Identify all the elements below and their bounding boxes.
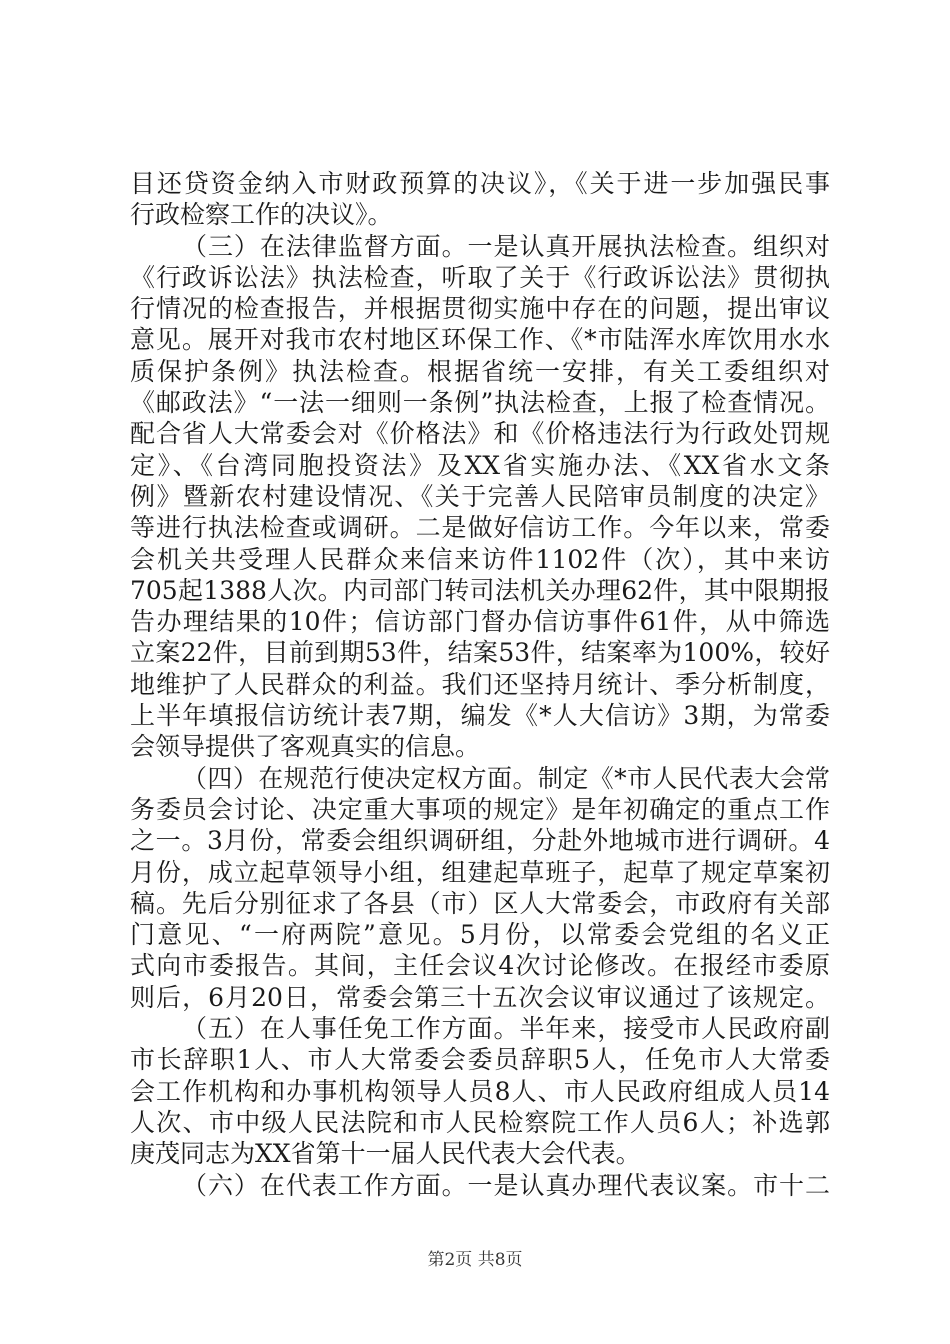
text-line: 会机关共受理人民群众来信来访件1102件（次），其中来访 <box>130 544 830 574</box>
text-line: 《行政诉讼法》执法检查，听取了关于《行政诉讼法》贯彻执 <box>130 262 830 292</box>
paragraph-start-line: （三）在法律监督方面。一是认真开展执法检查。组织对 <box>182 231 830 261</box>
text-line: 地维护了人民群众的利益。我们还坚持月统计、季分析制度， <box>130 669 830 699</box>
text-line: 稿。先后分别征求了各县（市）区人大常委会，市政府有关部 <box>130 888 830 918</box>
text-line: 之一。3月份，常委会组织调研组，分赴外地城市进行调研。4 <box>130 826 830 856</box>
text-line: 庚茂同志为XX省第十一届人民代表大会代表。 <box>130 1139 641 1169</box>
paragraph-start-line: （六）在代表工作方面。一是认真办理代表议案。市十二 <box>182 1170 830 1200</box>
text-line: 务委员会讨论、决定重大事项的规定》是年初确定的重点工作 <box>130 794 830 824</box>
text-line: 质保护条例》执法检查。根据省统一安排，有关工委组织对 <box>130 356 830 386</box>
text-line: 立案22件，目前到期53件，结案53件，结案率为100%，较好 <box>130 638 830 668</box>
text-line: 定》、《台湾同胞投资法》及XX省实施办法、《XX省水文条 <box>130 450 830 480</box>
text-line: 告办理结果的10件；信访部门督办信访事件61件，从中筛选 <box>130 607 830 637</box>
text-line: 会工作机构和办事机构领导人员8人、市人民政府组成人员14 <box>130 1076 830 1106</box>
text-line: 上半年填报信访统计表7期，编发《*人大信访》3期，为常委 <box>130 701 830 731</box>
text-line: 《邮政法》“一法一细则一条例”执法检查，上报了检查情况。 <box>130 388 830 418</box>
text-line: 目还贷资金纳入市财政预算的决议》，《关于进一步加强民事 <box>130 169 830 198</box>
text-line: 行情况的检查报告，并根据贯彻实施中存在的问题，提出审议 <box>130 294 830 324</box>
text-line: 则后，6月20日，常委会第三十五次会议审议通过了该规定。 <box>130 982 830 1012</box>
paragraph-start-line: （五）在人事任免工作方面。半年来，接受市人民政府副 <box>182 1014 830 1044</box>
text-line: 例》暨新农村建设情况、《关于完善人民陪审员制度的决定》 <box>130 481 830 511</box>
paragraph-start-line: （四）在规范行使决定权方面。制定《*市人民代表大会常 <box>182 763 830 793</box>
text-line: 月份，成立起草领导小组，组建起草班子，起草了规定草案初 <box>130 857 830 887</box>
document-body <box>130 168 830 1201</box>
text-line: 市长辞职1人、市人大常委会委员辞职5人，任免市人大常委 <box>130 1045 830 1075</box>
text-line: 配合省人大常委会对《价格法》和《价格违法行为行政处罚规 <box>130 419 830 449</box>
text-line: 门意见、“一府两院”意见。5月份，以常委会党组的名义正 <box>130 920 830 950</box>
text-line: 人次、市中级人民法院和市人民检察院工作人员6人；补选郭 <box>130 1107 830 1137</box>
text-line: 会领导提供了客观真实的信息。 <box>130 732 481 762</box>
text-line: 等进行执法检查或调研。二是做好信访工作。今年以来，常委 <box>130 513 830 543</box>
text-line: 意见。展开对我市农村地区环保工作、《*市陆浑水库饮用水水 <box>130 325 830 355</box>
text-line: 行政检察工作的决议》。 <box>130 200 393 230</box>
page-number-footer: 第2页 共8页 <box>427 1250 523 1270</box>
text-line: 705起1388人次。内司部门转司法机关办理62件，其中限期报 <box>130 575 830 605</box>
text-line: 式向市委报告。其间，主任会议4次讨论修改。在报经市委原 <box>130 951 830 981</box>
